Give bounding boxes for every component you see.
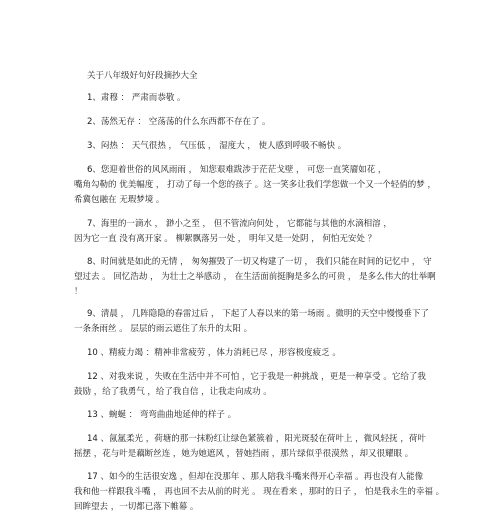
paragraph-line: 17 、如今的生活很安逸 ，但却在没那年 、那人陪我斗嘴来得开心幸福 。再也没有人能像: [87, 472, 424, 482]
paragraph-line: 6、您迎着世俗的风风雨雨 ， 知您艰难跋涉于茫茫戈壁 ， 可您一直笑靥如花 ，: [87, 165, 387, 175]
paragraph-line: 因为它一直 没有离开家 。 柳絮飘落另一处 ， 明年又是一处阴 ， 何怕无安处 ？: [74, 234, 377, 244]
paragraph-line: 7、海里的一滴水 ， 渺小之至 ， 但不管流向何处 ， 它都能与其他的水滴相溶 ，: [87, 219, 392, 229]
paragraph-line: 回眸望去 ，一切都已落下帷幕 。: [74, 502, 199, 512]
paragraph-2: [74, 115, 486, 130]
paragraph-line: 3、闷热 ： 天气很热 ， 气压低 ， 湿度大 ， 使人感到呼吸不畅快 。: [87, 141, 347, 151]
paragraph-line: 1、肃穆 ： 严肃而恭敬 。: [87, 93, 186, 103]
paragraph-6: [74, 163, 486, 208]
paragraph-line: 鼓励 ，给了我勇气 ，给了我自信 ，让我走向成功 。: [74, 387, 272, 397]
paragraph-line: 13 、蜿蜒 ： 弯弯曲曲地延伸的样子 。: [87, 410, 237, 420]
paragraph-3: [74, 139, 486, 154]
paragraph-12: [74, 370, 486, 400]
document-title: 关于八年级好句好段摘抄大全: [87, 71, 198, 81]
paragraph-line: 一条条雨丝 。 层层的雨云遮住了东升的太阳 。: [74, 324, 253, 334]
paragraph-line: 10 、精疲力竭 ：精神非常疲劳 ，体力消耗已尽 ，形容极度疲乏 。: [87, 348, 341, 358]
paragraph-line: ！: [74, 287, 83, 297]
paragraph-1: [74, 91, 486, 106]
paragraph-line: 9、清晨 ， 几阵隐隐的春雷过后 ， 下起了人春以来的第一场雨 。微明的天空中慢慢垂下了: [87, 309, 429, 319]
paragraph-14: [74, 432, 486, 462]
paragraph-13: [74, 408, 486, 423]
paragraph-line: 2、荡然无存 ： 空荡荡的什么东西都不存在了 。: [87, 117, 271, 127]
paragraph-line: 望过去 。 回忆浩劫 ， 为壮士之举感动 ， 在生活面前挺胸是多么的可贵 ， 是多么伟大的壮举啊: [74, 272, 436, 282]
paragraph-line: 12 、对我来说 ，失败在生活中并不可怕 ，它于我是一种挑战 ，更是一种享受 。它给了我: [87, 372, 426, 382]
paragraph-line: 14 、氤氲柔光 ，荷塘的那一抹粉红让绿色紧簇着 ，阳光斑驳在荷叶上 ，微风轻抚 ，荷叶: [87, 434, 426, 444]
paragraph-line: 嘴角勾勒的 优美幅度 ， 打动了每一个您的孩子 。这一笑多让我们学您做一个又一个轻俏的梦 ，: [74, 180, 437, 190]
paragraph-9: [74, 307, 486, 337]
paragraph-line: 希冀包融在 无瑕梦境 。: [74, 195, 165, 205]
paragraph-8: [74, 255, 486, 300]
paragraph-line: 摇摆 ，花与叶是藕断丝连 ，她为她遮风 ，替她挡雨 ，那片绿似乎很漠然 ，却又很耀眼 。: [74, 449, 414, 459]
paragraph-17: [74, 470, 486, 515]
paragraph-10: [74, 346, 486, 361]
paragraph-7: [74, 217, 486, 247]
paragraph-line: 8、时间就是如此的无情 ， 匆匆摧毁了一切又构建了一切 ， 我们只能在时间的记忆中 ， 守: [87, 257, 432, 267]
paragraph-line: 我和他一样跟我斗嘴 ， 再也回不去从前的时光 。 现在看来 ，那时的日子 ， 怕是我永生的幸福 。: [74, 487, 445, 497]
